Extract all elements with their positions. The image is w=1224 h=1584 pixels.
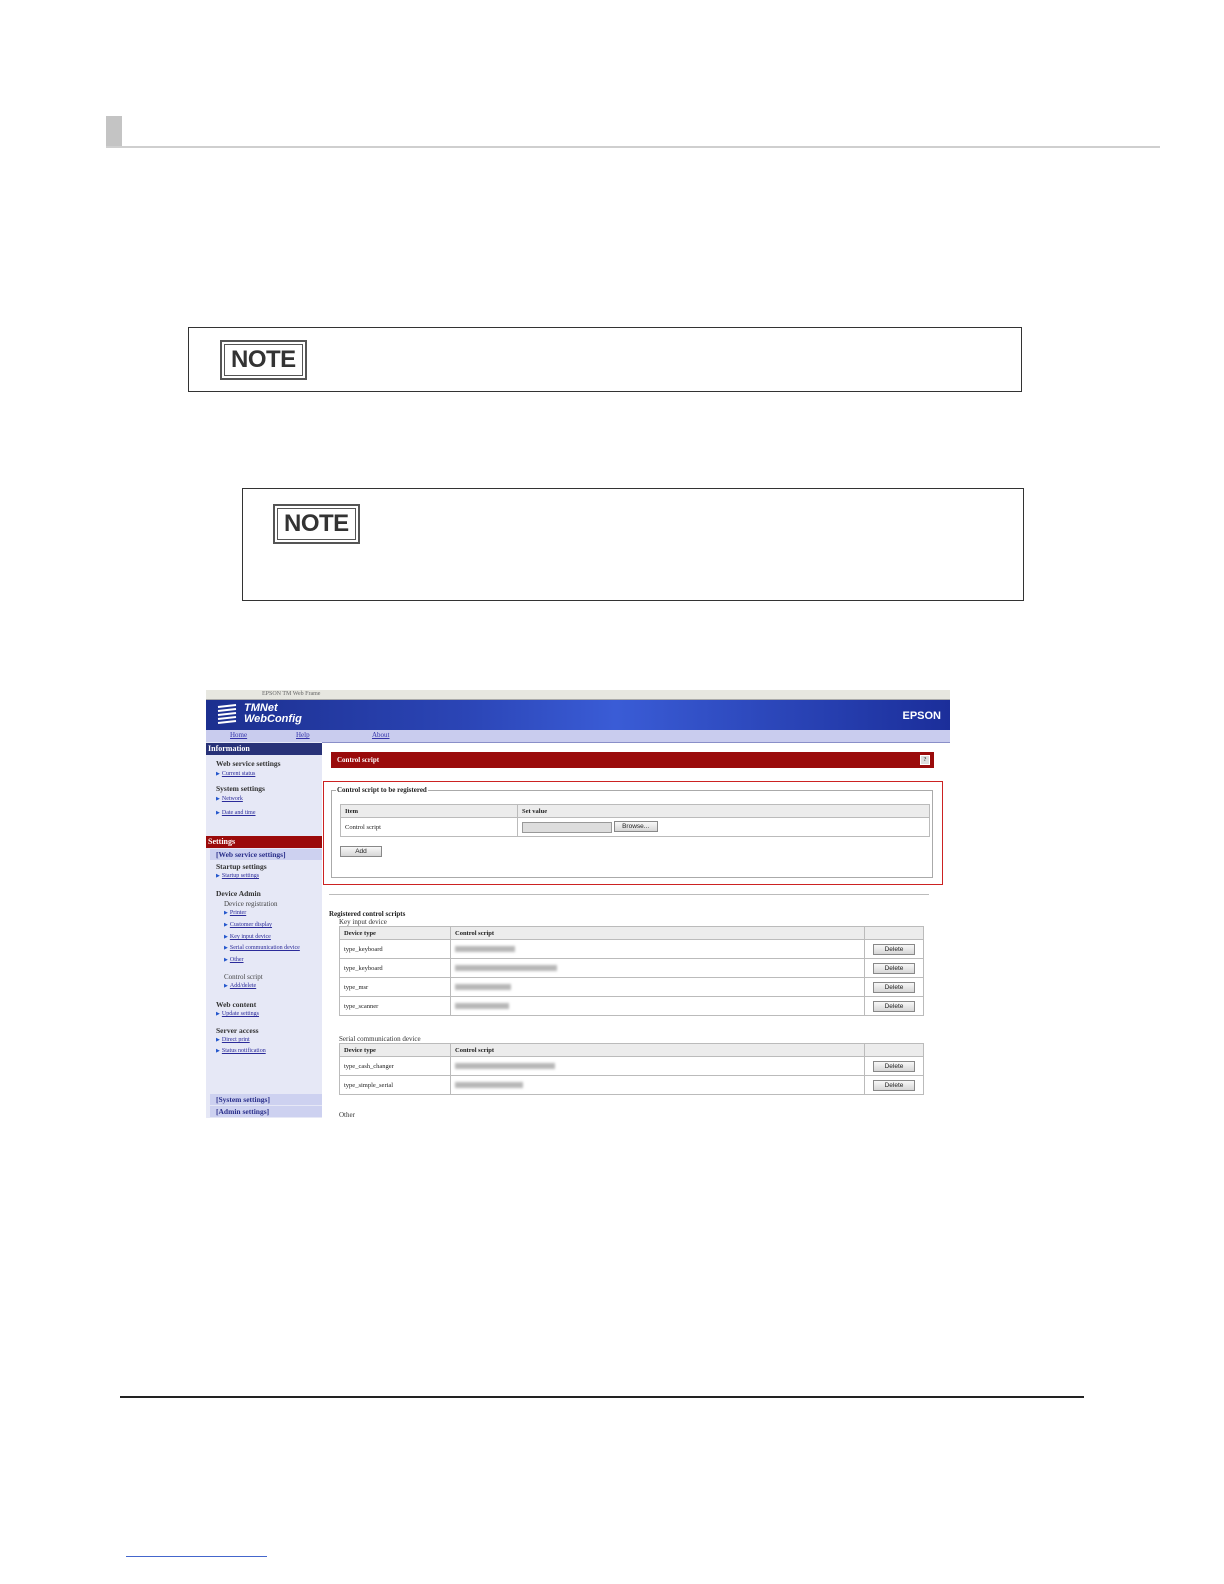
sidebar-link-network[interactable]: ▶ Network <box>216 796 243 802</box>
script-name-redacted <box>451 978 865 997</box>
browse-button[interactable]: Browse... <box>614 821 658 832</box>
registered-title: Registered control scripts <box>329 910 406 918</box>
highlight-box <box>323 781 943 885</box>
sidebar-system-settings-bar[interactable]: [System settings] <box>210 1094 322 1105</box>
sidebar <box>206 742 322 1118</box>
delete-button[interactable]: Delete <box>873 944 915 955</box>
device-type: type_keyboard <box>340 940 451 959</box>
app-logo-text: TMNet WebConfig <box>244 702 302 725</box>
register-table <box>340 804 930 837</box>
page-title: Control script <box>337 756 380 764</box>
note-box-2 <box>242 488 1024 601</box>
key-input-table <box>339 926 924 1016</box>
sidebar-link-startup[interactable]: ▶ Startup settings <box>216 873 259 879</box>
sidebar-link-status-notification[interactable]: ▶ Status notification <box>216 1048 266 1054</box>
table-row <box>340 940 924 959</box>
delete-button[interactable]: Delete <box>873 963 915 974</box>
note-icon: NOTE <box>220 340 307 380</box>
col-item: Item <box>341 805 518 818</box>
col-control-script: Control script <box>451 927 865 940</box>
device-type: type_scanner <box>340 997 451 1016</box>
sidebar-information-header: Information <box>206 743 322 755</box>
col-control-script: Control script <box>451 1044 865 1057</box>
sidebar-link-current-status[interactable]: ▶ Current status <box>216 771 255 777</box>
sidebar-link-customer-display[interactable]: ▶ Customer display <box>224 922 272 928</box>
script-name-redacted <box>451 1076 865 1095</box>
sidebar-group-startup: Startup settings <box>216 862 267 871</box>
sidebar-group-web-service: Web service settings <box>216 759 281 768</box>
note-icon: NOTE <box>273 504 360 544</box>
sidebar-settings-header: Settings <box>206 836 322 848</box>
sidebar-link-serial[interactable]: ▶ Serial communication device <box>224 945 300 951</box>
row-label-control-script: Control script <box>341 818 518 837</box>
key-input-label: Key input device <box>339 918 387 926</box>
nav-home[interactable]: Home <box>230 731 248 739</box>
register-fieldset <box>331 786 933 878</box>
device-type: type_cash_changer <box>340 1057 451 1076</box>
sidebar-link-printer[interactable]: ▶ Printer <box>224 910 246 916</box>
delete-button[interactable]: Delete <box>873 1080 915 1091</box>
page-title-bar <box>331 752 934 768</box>
table-row <box>340 978 924 997</box>
script-name-redacted <box>451 940 865 959</box>
device-type: type_msr <box>340 978 451 997</box>
epson-brand: EPSON <box>902 710 941 722</box>
sidebar-link-key-input[interactable]: ▶ Key input device <box>224 934 271 940</box>
device-type: type_simple_serial <box>340 1076 451 1095</box>
table-row <box>340 959 924 978</box>
add-button[interactable]: Add <box>340 846 382 857</box>
file-select-cell <box>518 818 930 837</box>
file-path-input[interactable] <box>522 822 612 833</box>
sidebar-admin-settings-bar[interactable]: [Admin settings] <box>210 1106 322 1117</box>
script-name-redacted <box>451 959 865 978</box>
app-header <box>206 700 950 730</box>
serial-table <box>339 1043 924 1095</box>
register-legend: Control script to be registered <box>337 786 427 794</box>
nav-about[interactable]: About <box>372 731 390 739</box>
col-device-type: Device type <box>340 1044 451 1057</box>
nav-help[interactable]: Help <box>296 731 310 739</box>
delete-button[interactable]: Delete <box>873 1001 915 1012</box>
main-content <box>322 742 950 1118</box>
col-action <box>865 1044 924 1057</box>
divider <box>329 894 929 895</box>
webconfig-screenshot <box>206 690 950 1118</box>
sidebar-link-add-delete[interactable]: ▶ Add/delete <box>224 983 256 989</box>
note-box-1 <box>188 327 1022 392</box>
browser-tab-strip <box>206 690 950 700</box>
footer-rule <box>120 1396 1084 1398</box>
col-action <box>865 927 924 940</box>
sidebar-link-update-settings[interactable]: ▶ Update settings <box>216 1011 259 1017</box>
other-label: Other <box>339 1111 355 1118</box>
script-name-redacted <box>451 997 865 1016</box>
table-row <box>340 1076 924 1095</box>
sidebar-group-web-content: Web content <box>216 1000 257 1009</box>
tmnet-logo-icon <box>216 704 238 724</box>
section-heading-marker <box>106 116 122 148</box>
sidebar-link-date-time[interactable]: ▶ Date and time <box>216 810 256 816</box>
sidebar-group-system: System settings <box>216 784 265 793</box>
sidebar-control-script: Control script <box>224 973 263 981</box>
sidebar-link-other[interactable]: ▶ Other <box>224 957 244 963</box>
delete-button[interactable]: Delete <box>873 1061 915 1072</box>
script-name-redacted <box>451 1057 865 1076</box>
device-type: type_keyboard <box>340 959 451 978</box>
col-device-type: Device type <box>340 927 451 940</box>
sidebar-link-direct-print[interactable]: ▶ Direct print <box>216 1037 250 1043</box>
sidebar-device-registration: Device registration <box>224 900 278 908</box>
serial-label: Serial communication device <box>339 1035 421 1043</box>
sidebar-group-device-admin: Device Admin <box>216 889 261 898</box>
footer-link-underline <box>126 1556 267 1557</box>
col-set-value: Set value <box>518 805 930 818</box>
delete-button[interactable]: Delete <box>873 982 915 993</box>
browser-tab[interactable]: EPSON TM Web Frame <box>262 691 321 697</box>
sidebar-group-server-access: Server access <box>216 1026 259 1035</box>
table-row <box>340 997 924 1016</box>
table-row <box>340 1057 924 1076</box>
section-heading-rule <box>106 146 1160 148</box>
sidebar-web-service-settings-bar[interactable]: [Web service settings] <box>210 849 322 860</box>
help-icon[interactable]: ? <box>920 755 930 765</box>
